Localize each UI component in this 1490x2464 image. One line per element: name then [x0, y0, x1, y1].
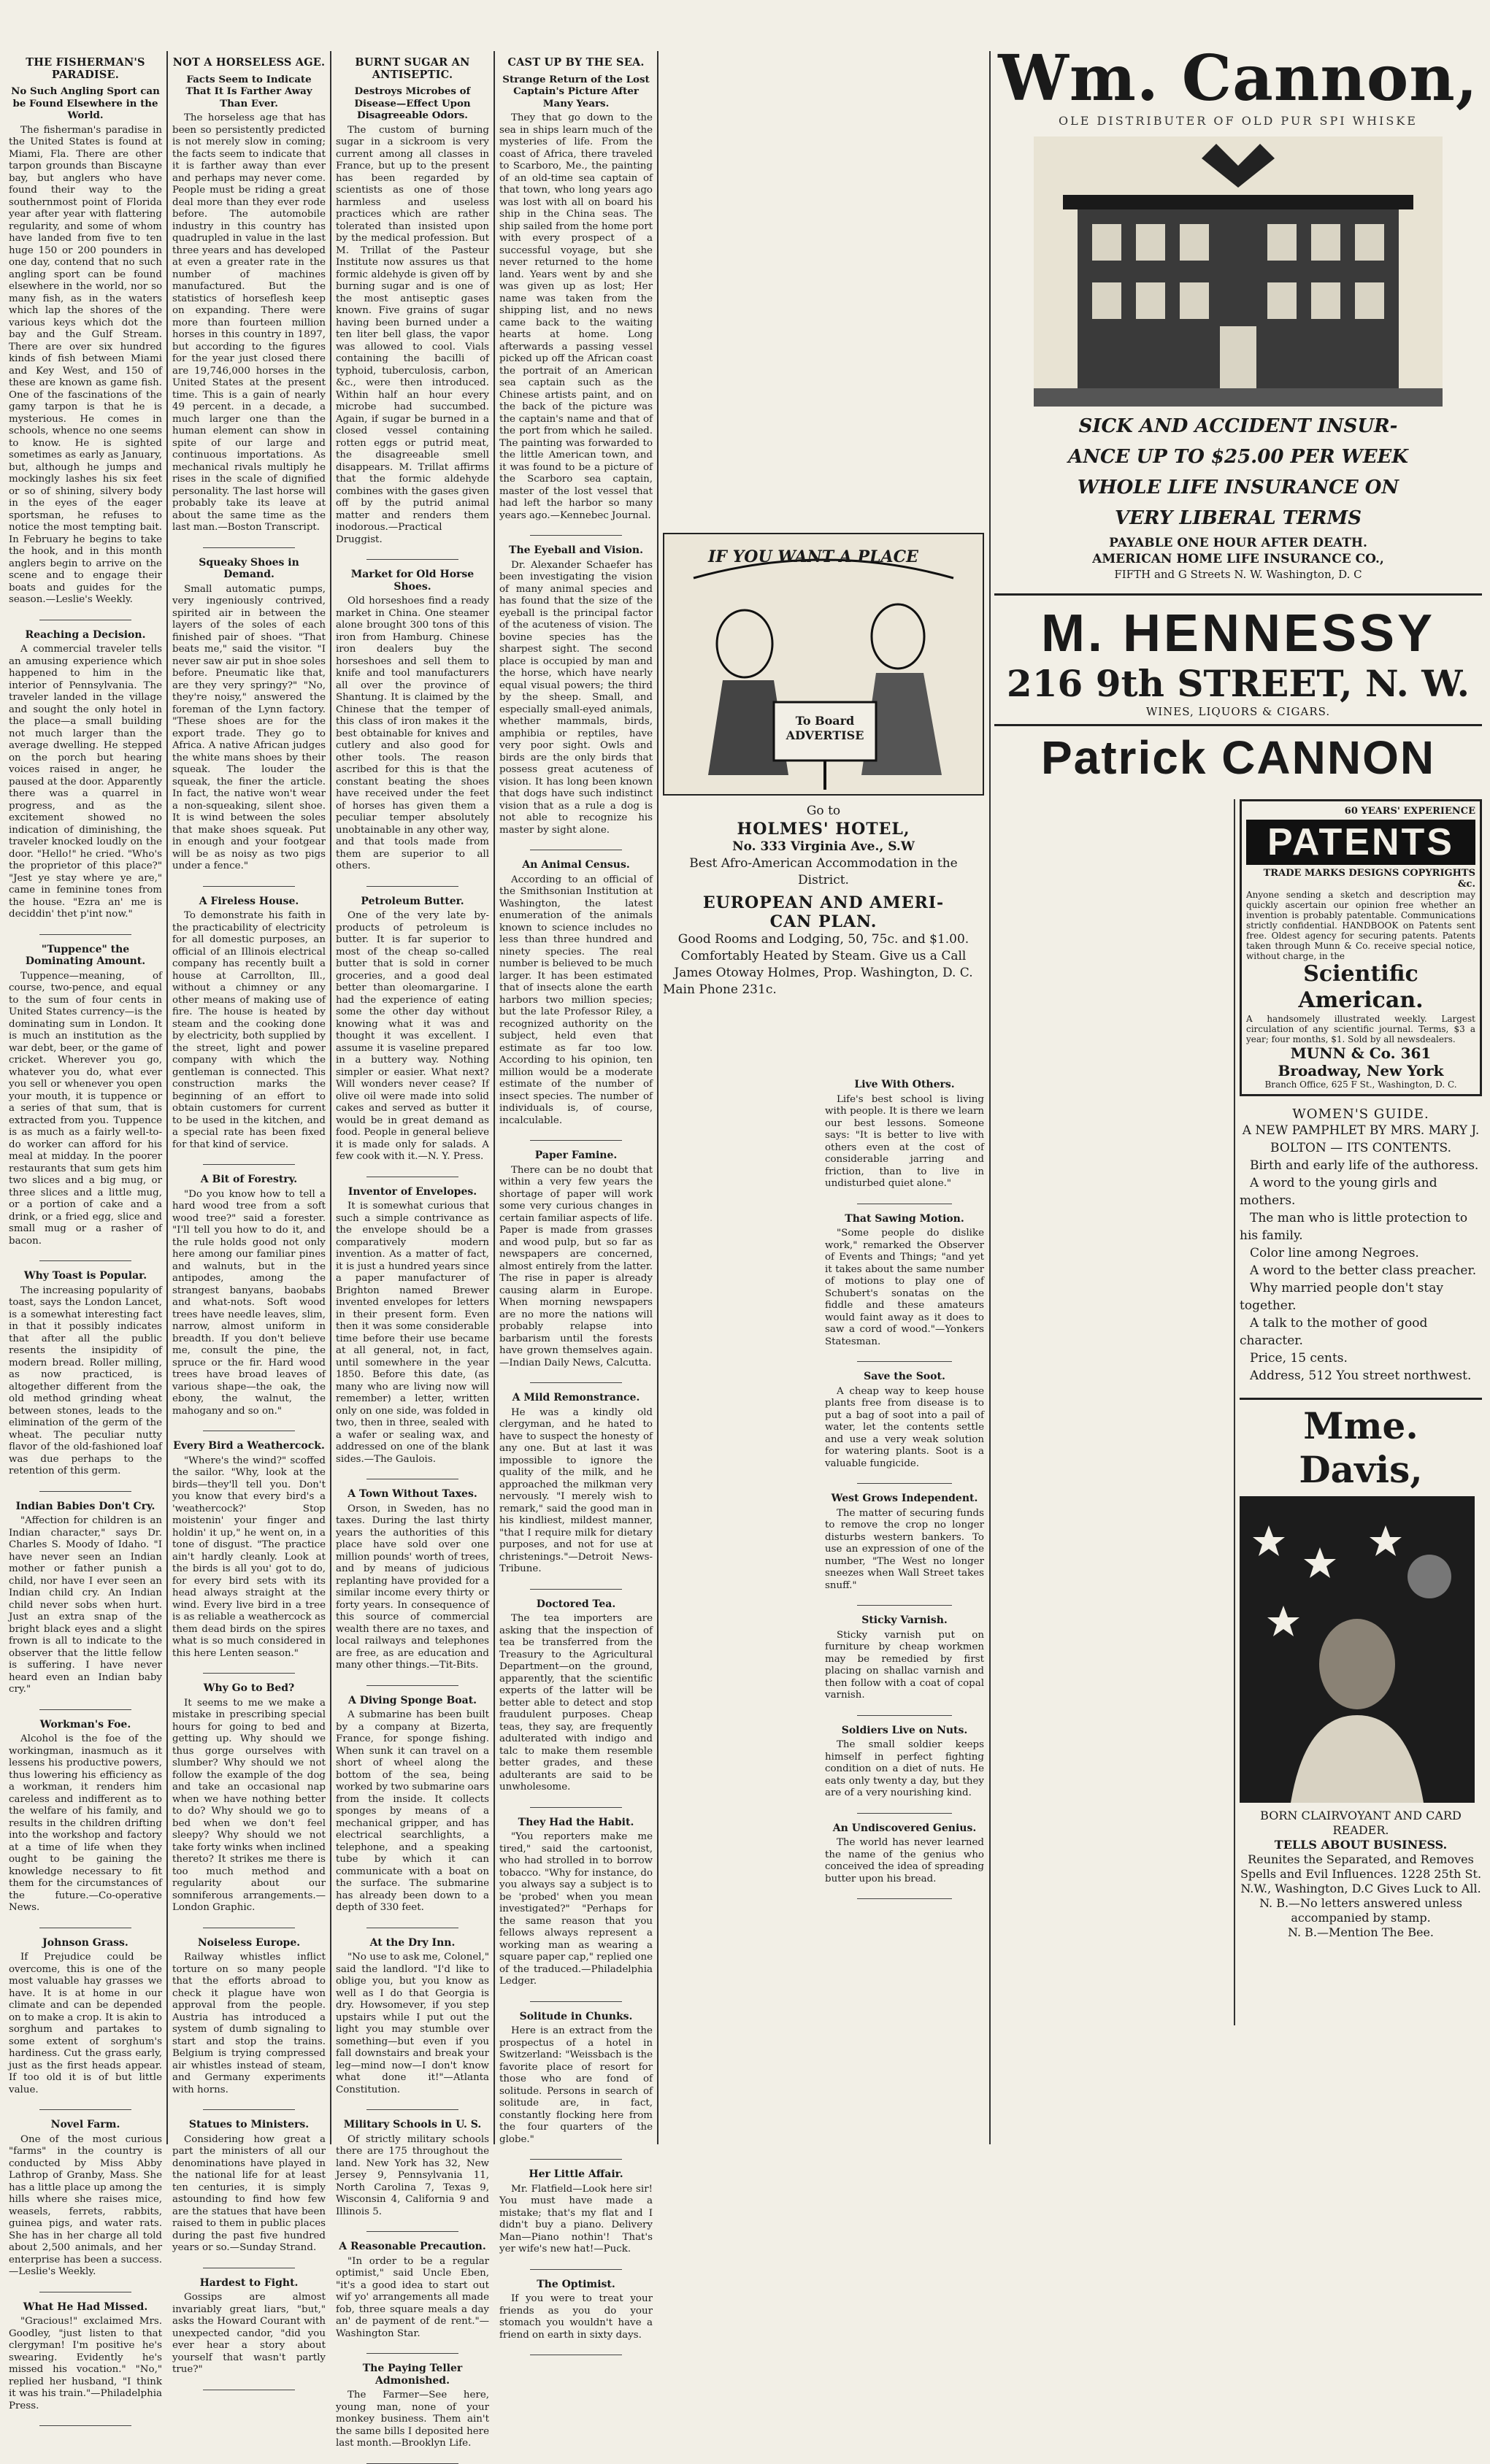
hennessy-name: M. HENNESSY — [1040, 604, 1436, 663]
article — [336, 1695, 489, 1914]
column-rule — [1234, 799, 1235, 2025]
column-rule — [494, 51, 495, 2144]
insurance-line-4: VERY LIBERAL TERMS — [1114, 507, 1362, 529]
column-5 — [825, 1079, 984, 2144]
hotel-plan-2: CAN PLAN. — [769, 912, 878, 931]
womens-guide-item: Price, 15 cents. — [1250, 1351, 1348, 1366]
article — [825, 1725, 984, 1800]
insurance-payable: PAYABLE ONE HOUR AFTER DEATH. — [1109, 536, 1367, 550]
hotel-address: No. 333 Virginia Ave., S.W — [732, 839, 915, 854]
hotel-plan-1: EUROPEAN AND AMERI- — [702, 893, 945, 912]
article-separator — [39, 1260, 131, 1261]
article-separator — [530, 1140, 622, 1141]
article — [172, 1937, 326, 2097]
article-body: It is somewhat curious that such a simple contrivance as the envelope should be a comparatively modern invention. As a matter of fact, it is just a hundred years since a paper manufacturer of Brighton named Brewer invented envelopes for letters in their present form. Even then it was some considerable time before their use became at all general, not, in fact, until somewhere in the year 1850. Before this date, (as many who are living now will remember) a letter, written only on one side, was folded in two, then in three, sealed with a wafer or sealing wax, and addressed on one of the blank sides.—The Gaulois. — [336, 1201, 489, 1465]
article-separator — [857, 1361, 953, 1362]
article-separator — [857, 1813, 953, 1814]
divider — [994, 593, 1482, 596]
article — [499, 859, 653, 1127]
womens-guide-item: Color line among Negroes. — [1250, 1246, 1419, 1260]
article-separator — [366, 1685, 458, 1686]
article-body: "Do you know how to tell a hard wood tree from a soft wood tree?" said a forester. "I'll tell you how to do it, and the rule holds good not only here among our familiar pines and walnuts, but in the antipodes, among the strangest banyans, baobabs and what-nots. Soft wood trees have needle leaves, slim, narrow, almost uniform in breadth. If you don't believe me, consult the pine, the spruce or the fir. Hard wood trees have broad leaves of various shape—the oak, the ebony, the walnut, the mahogany and so on." — [172, 1188, 326, 1417]
column-rule — [989, 51, 991, 2144]
article-separator — [530, 1807, 622, 1808]
article-title: Market for Old Horse Shoes. — [350, 569, 475, 593]
advertise-illustration — [663, 533, 984, 796]
article — [172, 2119, 326, 2255]
article — [9, 629, 162, 921]
article — [9, 944, 162, 1248]
patents-branch: Branch Office, 625 F St., Washington, D. C. — [1264, 1079, 1457, 1090]
hennessy-address: 216 9th STREET, N. W. — [1006, 662, 1470, 705]
article-title: Petroleum Butter. — [361, 895, 464, 907]
column-rule — [166, 51, 168, 2144]
article-title: Solitude in Chunks. — [519, 2010, 633, 2022]
article-body: Here is an extract from the prospectus of a hotel in Switzerland: "Weissbach is the favorite place of resort for those who are fond of solitude. Persons in search of solitude are, in fact, constantly flocking here from the four quarters of the globe." — [499, 2025, 653, 2145]
hotel-phone: Main Phone 231c. — [663, 982, 777, 997]
article — [336, 896, 489, 1163]
article-title: Hardest to Fight. — [199, 2276, 299, 2289]
article — [825, 1493, 984, 1592]
article — [172, 1174, 326, 1417]
right-ads — [1240, 799, 1482, 1940]
article-body: Sticky varnish put on furniture by cheap workmen may be remedied by first placing on shallac varnish and then follow with a coat of copal varnish. — [825, 1629, 984, 1701]
article — [499, 1150, 653, 1369]
article-title: Her Little Affair. — [529, 2168, 623, 2180]
mme-davis-name: Mme. Davis, — [1240, 1398, 1482, 1492]
wm-cannon-sub: OLE DISTRIBUTER OF OLD PUR SPI WHISKE — [1059, 114, 1418, 128]
article-title: The Eyeball and Vision. — [509, 544, 643, 556]
hotel-name: HOLMES' HOTEL, — [737, 820, 910, 839]
article — [9, 57, 162, 607]
article-title: Paper Famine. — [534, 1150, 618, 1161]
womens-guide-item: A talk to the mother of good character. — [1240, 1316, 1428, 1348]
article-separator — [366, 886, 458, 887]
article-body: It seems to me we make a mistake in prescribing special hours for going to bed and getting up. Why should we thus gorge ourselves with slumber? Why should we not follow the example of the dog and take an occasional nap when we have nothing better to do? Why should we go to bed when we don't feel sleepy? Why should we not take forty winks when inclined thereto? It strikes me there is too much method and regularity about our somniferous arrangements.—London Graphic. — [172, 1697, 326, 1913]
article-title: CAST UP BY THE SEA. — [507, 56, 645, 69]
article-body: A cheap way to keep house plants free from disease is to put a bag of soot into a pail of water, let the contents settle and use a very weak solution for watering plants. Soot is a valuable fungicide. — [825, 1385, 984, 1469]
article-subtitle: Strange Return of the Lost Captain's Picture After Many Years. — [502, 73, 650, 109]
article — [172, 1682, 326, 1914]
article-body: Old horseshoes find a ready market in China. One steamer alone brought 300 tons of this iron from Hamburg. Chinese iron dealers buy the horseshoes and sell them to knife and tool manufacturers all over the province of Shantung. It is claimed by the Chinese that the temper of this class of iron makes it the best obtainable for knives and cutlery and also good for other tools. The reason ascribed for this is that the constant beating the shoes have received under the feet of horses has given them a peculiar temper absolutely unobtainable in any other way, and that tools made from them are superior to all others. — [336, 596, 489, 871]
article-separator — [857, 1898, 953, 1899]
article-body: A submarine has been built by a company at Bizerta, France, for sponge fishing. When sunk it can travel on a short of wheel along the bottom of the sea, being worked by two submarine oars from the inside. It collects sponges by means of a mechanical gripper, and has electrical searchlights, a telephone, and a speaking tube by which it can communicate with a boat on the surface. The submarine has already been down to a depth of 330 feet. — [336, 1709, 489, 1913]
womens-guide-item: A word to the better class preacher. — [1250, 1263, 1477, 1278]
article-title: Reaching a Decision. — [25, 628, 146, 641]
article-title: A Reasonable Precaution. — [339, 2241, 486, 2252]
article — [499, 57, 653, 522]
place-text: IF YOU WANT A PLACE — [708, 547, 918, 566]
womens-guide-item: A word to the young girls and mothers. — [1240, 1176, 1437, 1208]
article-subtitle: Destroys Microbes of Disease—Effect Upon Disagreeable Odors. — [354, 85, 471, 121]
article-body: "You reporters make me tired," said the cartoonist, who had strolled in to borrow tobacco. "Why for instance, do you always say a subject is to be 'probed' when you mean investigated?" "Perhaps for the same reason that you fellows always represent a working man as wearing a square paper cap," replied one of the traduced.—Philadelphia Ledger. — [499, 1831, 653, 1987]
article — [9, 1270, 162, 1478]
article-body: Of strictly military schools there are 175 throughout the land. New York has 32, New Jersey 9, Pennsylvania 11, North Carolina 7, Texas 9, Wisconsin 4, California 9 and Illinois 5. — [336, 2133, 489, 2217]
article — [499, 1598, 653, 1794]
article-title: The Optimist. — [537, 2278, 615, 2290]
article-title: Indian Babies Don't Cry. — [15, 1500, 155, 1512]
article-body: If Prejudice could be overcome, this is one of the most valuable hay grasses we have. It is at home in our climate and can be depended on to make a crop. It is akin to sorghum and partakes to some extent of sorghum's hardiness. Cut the grass early, just as the first heads appear. If too old it is of but little value. — [9, 1952, 162, 2095]
patents-munn: MUNN & Co. 361 Broadway, New York — [1278, 1044, 1444, 1079]
article — [336, 1937, 489, 2097]
mme-line-3: Reunites the Separated, and Removes Spells and Evil Influences. 1228 25th St. N.W., Washington, D.C Gives Luck to All. — [1240, 1852, 1482, 1895]
womens-guide-item: Address, 512 You street northwest. — [1250, 1368, 1472, 1383]
article-title: A Mild Remonstrance. — [512, 1392, 640, 1404]
article — [825, 1822, 984, 1886]
article-separator — [530, 535, 622, 536]
womens-guide-list — [1240, 1157, 1482, 1385]
article — [499, 1817, 653, 1988]
article — [499, 2011, 653, 2147]
article-body: They that go down to the sea in ships learn much of the mysteries of life. From the coast of Africa, there traveled to Scarboro, Me., the painting of an old-time sea captain of that town, who long years ago was lost with all on board his ship in the China seas. The ship sailed from the home port with every prospect of a successful voyage, but she never returned to the home land. Years went by and she was given up as lost; Her name was taken from the shipping list, and no news came back to the waiting hearts at home. Long afterwards a passing vessel picked up off the African coast the portrait of an American sea captain such as the Chinese artists paint, and on the back of the picture was the captain's name and that of the port from which he sailed. The painting was forwarded to the little American town, and it was found to be a picture of the Scarboro sea captain, master of the lost vessel that had left the harbor so many years ago.—Kennebec Journal. — [499, 112, 653, 521]
lower-ads — [994, 799, 1482, 2025]
article — [9, 2119, 162, 2279]
article — [336, 1488, 489, 1672]
mme-line-5: N. B.—Mention The Bee. — [1287, 1925, 1435, 1939]
article — [172, 2277, 326, 2376]
article-separator — [39, 2109, 131, 2110]
mme-line-1: BORN CLAIRVOYANT AND CARD READER. — [1260, 1809, 1462, 1837]
article-title: They Had the Habit. — [518, 1816, 634, 1828]
article-title: THE FISHERMAN'S PARADISE. — [26, 56, 145, 81]
article-body: A commercial traveler tells an amusing experience which happened to him in the interior of Pennsylvania. The traveler landed in the village and sought the only hotel in the place—a small building not much larger than the average dwelling. He stepped on the porch but hearing voices raised in anger, he paused at the door. Apparently there was a quarrel in progress, and as the excitement showed no indication of diminishing, the traveler knocked loudly on the door. "Hello!" he cried. "Who's the proprietor of this place?" "Jest ye stay where ye are," came in feminine tones from the house. "Ezra an' me is deciddin' thet p'int now." — [9, 644, 162, 920]
article — [9, 1719, 162, 1914]
article-title: Soldiers Live on Nuts. — [841, 1724, 968, 1736]
article-body: "Some people do dislike work," remarked the Observer of Events and Things; "and yet it takes about the same number of motions to play one of Schubert's sonatas on the fiddle and these amateurs would faint away as it does to saw a cord of wood."—Yonkers Statesman. — [825, 1228, 984, 1347]
portrait-icon — [1240, 1496, 1475, 1803]
article-title: NOT A HORSELESS AGE. — [172, 56, 326, 69]
article — [336, 1186, 489, 1466]
article-separator — [39, 934, 131, 935]
column-4 — [499, 56, 653, 2341]
article-body: "In order to be a regular optimist," said Uncle Eben, "it's a good idea to start out wif yo' arrangements all made fob, three square meals a day an' de payment of de rent."—Washington Star. — [336, 2255, 489, 2339]
article-body: Orson, in Sweden, has no taxes. During the last thirty years the authorities of this place have sold over one million pounds' worth of trees, and by means of judicious replanting have provided for a similar income every thirty or forty years. In consequence of this source of commercial wealth there are no taxes, and local railways and telephones are free, as are education and many other things.—Tit-Bits. — [336, 1503, 489, 1671]
article-title: Save the Soot. — [864, 1371, 945, 1382]
article-body: "Affection for children is an Indian character," says Dr. Charles S. Moody of Idaho. "I have never seen an Indian mother or father punish a child, nor have I ever seen an Indian child cry. An Indian child never sobs when hurt. Just an extra snap of the bright black eyes and a slight frown is all to indicate to the observer that the little fellow is suffering. I have never heard even an Indian baby cry." — [9, 1515, 162, 1695]
article-separator — [203, 1673, 295, 1674]
article-separator — [39, 1491, 131, 1492]
column-3 — [336, 56, 489, 2449]
womens-guide-item: Birth and early life of the authoress. — [1250, 1158, 1479, 1173]
article-title: Johnson Grass. — [42, 1936, 128, 1949]
article-body: Mr. Flatfield—Look here sir! You must have made a mistake; that's my flat and I didn't buy a piano. Delivery Man—Piano nothin'! That's yer wife's new hat!—Puck. — [499, 2183, 653, 2255]
womens-guide-title: WOMEN'S GUIDE. — [1292, 1106, 1429, 1122]
hotel-ad — [663, 803, 984, 998]
article-separator — [857, 1483, 953, 1484]
womens-guide-item: Why married people don't stay together. — [1240, 1281, 1443, 1313]
article-separator — [366, 2231, 458, 2232]
article-title: What He Had Missed. — [23, 2301, 148, 2313]
article-body: To demonstrate his faith in the practicability of electricity for all domestic purposes, an official of an Illinois electrical company has recently built a house at Carrollton, Ill., without a chimney or any other means of making use of fire. The house is heated by steam and the cooking done by electricity, both supplied by the street, light and power company with which the gentleman is connected. This construction marks the beginning of an effort to obtain customers for current to be used in the kitchen, and a special rate has been fixed for that kind of service. — [172, 910, 326, 1150]
womens-guide-sub: A NEW PAMPHLET BY MRS. MARY J. BOLTON — ITS CONTENTS. — [1242, 1123, 1480, 1155]
building-icon — [1034, 136, 1443, 407]
article-separator — [39, 1709, 131, 1710]
insurance-line-2: ANCE UP TO $25.00 PER WEEK — [1068, 446, 1408, 468]
divider — [994, 724, 1482, 726]
article-title: A Fireless House. — [199, 895, 299, 907]
article-title: That Sawing Motion. — [845, 1212, 964, 1225]
article-separator — [366, 559, 458, 560]
mme-line-4: N. B.—No letters answered unless accompanied by stamp. — [1259, 1896, 1462, 1925]
article-body: Considering how great a part the ministers of all our denominations have played in the national life for at least ten centuries, it is simply astounding to find how few are the statues that have been raised to them in public places during the past five hundred years or so.—Sunday Strand. — [172, 2133, 326, 2253]
article-body: Small automatic pumps, very ingeniously contrived, spirited air in between the layers of the soles of each finished pair of shoes. "That beats me," said the visitor. "I never saw air put in shoe soles before. Pneumatic like that, are they very springy?" "No, they're noisy," answered the foreman of the Lynn factory. "These shoes are for the export trade. They go to Africa. A native African judges the white mans shoes by their squeak. The louder the squeak, the finer the article. In fact, the native won't wear a non-squeaking, silent shoe. It is wind between the soles that make shoes squeak. Put in enough and your footgear will be as noisy as two pigs under a fence." — [172, 583, 326, 871]
article-title: An Undiscovered Genius. — [832, 1822, 977, 1834]
article — [9, 1937, 162, 2097]
article-separator — [366, 2109, 458, 2110]
article-body: The Farmer—See here, young man, none of your monkey business. Them ain't the same bills I deposited here last month.—Brooklyn Life. — [336, 2390, 489, 2449]
article — [172, 57, 326, 534]
advertisements-column — [994, 44, 1482, 2146]
article-body: Dr. Alexander Schaefer has been investigating the vision of many animal species and has found that the size of the eyeball is the principal factor of the acuteness of vision. The bovine species has the sharpest sight. The second place is occupied by man and the horse, which have nearly equal visual powers; the third by the sheep. Small, and especially small-eyed animals, whether mammals, birds, amphibia or reptiles, have very poor sight. Owls and birds are the only birds that possess great acuteness of vision. It has long been known that dogs have such indistinct vision that as a rule a dog is not able to recognize his master by sight alone. — [499, 559, 653, 836]
middle-ads — [663, 44, 984, 1073]
board-text: To Board ADVERTISE — [786, 714, 864, 742]
article — [336, 2241, 489, 2340]
article-body: The custom of burning sugar in a sickroom is very current among all classes in France, but up to the present has been regarded by scientists as one of those harmless and useless practices which are rather tolerated than insisted upon by the medical profession. But M. Trillat of the Pasteur Institute now assures us that formic aldehyde is given off by burning sugar and is one of the most antiseptic gases known. Five grains of sugar having been burned under a ten liter bell glass, the vapor was allowed to cool. Vials containing the bacilli of typhoid, tuberculosis, carbon, &c., were then introduced. Within half an hour every microbe had succumbed. Again, if sugar be burned in a closed vessel containing rotten eggs or putrid meat, the disagreeable smell disappears. M. Trillat affirms that the formic aldehyde combines with the gases given off by the putrid animal matter and renders them inodorous.—Practical Druggist. — [336, 124, 489, 545]
article-title: At the Dry Inn. — [369, 1936, 456, 1949]
article-title: A Town Without Taxes. — [347, 1488, 477, 1500]
insurance-line-3: WHOLE LIFE INSURANCE ON — [1077, 477, 1399, 498]
article-title: Sticky Varnish. — [861, 1614, 948, 1626]
article-body: Life's best school is living with people. It is there we learn our best lessons. Someone says: "It is better to live with others even at the cost of considerable jarring and friction, than to live in undisturbed quiet alone." — [825, 1093, 984, 1189]
column-1 — [9, 56, 162, 2411]
column-2 — [172, 56, 326, 2375]
hotel-goto: Go to — [806, 804, 841, 818]
article-separator — [857, 1715, 953, 1716]
article-separator — [857, 1605, 953, 1606]
mme-line-2: TELLS ABOUT BUSINESS. — [1274, 1838, 1448, 1852]
hennessy-sub: WINES, LIQUORS & CIGARS. — [1145, 705, 1331, 718]
article-title: Why Go to Bed? — [203, 1682, 295, 1694]
article-title: Noiseless Europe. — [197, 1936, 301, 1949]
insurance-address: FIFTH and G Streets N. W. Washington, D. C — [1114, 568, 1362, 581]
article-body: Railway whistles inflict torture on so many people that the efforts abroad to check it plague have won approval from the people. Austria has introduced a system of dumb signaling to start and stop the trains. Belgium is trying compressed air whistles instead of steam, and Germany experiments with horns. — [172, 1952, 326, 2095]
hotel-proprietor: James Otoway Holmes, Prop. Washington, D. C. — [674, 966, 973, 980]
article-separator — [366, 2353, 458, 2354]
article-title: "Tuppence" the Dominating Amount. — [25, 943, 146, 967]
wm-cannon-name: Wm. Cannon, — [998, 42, 1478, 115]
article — [336, 2119, 489, 2218]
article-separator — [203, 2109, 295, 2110]
article-body: The increasing popularity of toast, says the London Lancet, is a somewhat interesting fact in that it possibly indicates that after all the public resents the insipidity of modern bread. Roller milling, as now practiced, is altogether different from the old method grinding wheat between stones, leads to the elimination of the germ of the wheat. The peculiar nutty flavor of the old-fashioned loaf was due perhaps to the retention of this germ. — [9, 1285, 162, 1477]
article-subtitle: Facts Seem to Indicate That It Is Farther Away Than Ever. — [185, 73, 312, 109]
article-separator — [530, 2269, 622, 2270]
article-title: A Diving Sponge Boat. — [347, 1694, 477, 1706]
article — [336, 569, 489, 873]
article — [825, 1371, 984, 1470]
patents-ad — [1240, 799, 1482, 1096]
insurance-line-1: SICK AND ACCIDENT INSUR- — [1078, 415, 1398, 437]
article-title: Why Toast is Popular. — [23, 1270, 147, 1282]
article-body: If you were to treat your friends as you do your stomach you wouldn't have a friend on earth in sixty days. — [499, 2293, 653, 2341]
article-title: Squeaky Shoes in Demand. — [199, 556, 299, 580]
article-body: The horseless age that has been so persistently predicted is not merely slow in coming; the facts seem to indicate that it is farther away than ever and perhaps may never come. People must be riding a great deal more than they ever rode before. The automobile industry in this country has quadrupled in value in the last three years and has developed at even a greater rate in the number of machines manufactured. But the statistics of horseflesh keep on expanding. There were more than fourteen million horses in this country in 1897, but according to the figures for the year just closed there are 19,746,000 horses in the United States at the present time. This is a gain of nearly 49 percent. in a decade, a much larger one than the human element can show in spite of our large and continuous importations. As mechanical rivals multiply he rises in the scale of dignified personality. The last horse will probably take its leave at about the same time as the last man.—Boston Transcript. — [172, 112, 326, 533]
article-body: "No use to ask me, Colonel," said the landlord. "I'd like to oblige you, but you know as well as I do that Georgia is dry. Howsomever, if you step upstairs while I put out the light you may stumble over something—but even if you fall downstairs and break your leg—mind now—I don't know what done it!"—Atlanta Constitution. — [336, 1952, 489, 2095]
article-body: According to an official of the Smithsonian Institution at Washington, the latest enumeration of the animals known to science includes no less than three hundred and ninety species. The real number is believed to be much larger. It has been estimated that of insects alone the earth harbors two million species; but the late Professor Riley, a recognized authority on the subject, held even that estimate as far too low. According to his opinion, ten million would be a moderate estimate of the number of insect species. The number of individuals is, of course, incalculable. — [499, 874, 653, 1126]
patents-trademarks: TRADE MARKS DESIGNS COPYRIGHTS &c. — [1263, 868, 1475, 890]
article-body: One of the very late by-products of petroleum is butter. It is far superior to most of the cheap so-called butter that is sold in corner groceries, and a good deal better than oleomargarine. I had the experience of eating some the other day without knowing what it was and thought it was excellent. I assume it is vaseline prepared in a buttery way. Nothing simpler or easier. What next? Will wonders never cease? If olive oil were made into solid cakes and served as butter it would be in great demand as food. People in general believe it is made only for salads. A few cook with it.—N. Y. Press. — [336, 910, 489, 1162]
article-body: "Gracious!" exclaimed Mrs. Goodley, "just listen to that clergyman! I'm positive he's swearing. Evidently he's missed his vocation." "No," replied her husband, "I think it was his train."—Philadelphia Press. — [9, 2316, 162, 2411]
building-illustration — [1034, 136, 1443, 407]
article-title: The Paying Teller Admonished. — [362, 2363, 463, 2387]
article — [499, 544, 653, 836]
article-body: The small soldier keeps himself in perfect fighting condition on a diet of nuts. He eats only twenty a day, but they are of a very nourishing kind. — [825, 1739, 984, 1798]
article-body: There can be no doubt that within a very few years the shortage of paper will work some very curious changes in certain familiar aspects of life. Paper is made from grasses and wood pulp, but so far as newspapers are concerned, almost entirely from the latter. The rise in paper is already causing alarm in Europe. When morning newspapers are no more the nations will probably relapse into barbarism until the forests have grown themselves again.—Indian Daily News, Calcutta. — [499, 1164, 653, 1368]
column-rule — [657, 51, 658, 2144]
column-rule — [330, 51, 331, 2144]
article — [172, 557, 326, 873]
patents-scientific-american: Scientific American. — [1298, 961, 1424, 1013]
article-body: Tuppence—meaning, of course, two-pence, and equal to the sum of four cents in United States currency—is the dominating sum in London. It is much an institution as the war debt, beer, or the game of cricket. Wherever you go, whatever you do, what ever you sell or whenever you open your mouth, it is tuppence or a series of that sum, that is extracted from you. Tuppence is as much as a fairly well-to-do worker can afford for his meal at midday. In the poorer restaurants that sum gets him two slices and a big mug, or three slices and a little mug, or a portion of cake and a drink, or a fried egg, slice and small mug or a rasher of bacon. — [9, 970, 162, 1247]
article-body: One of the most curious "farms" in the country is conducted by Miss Abby Lathrop of Granby, Mass. She has a little place up among the hills where she raises mice, weasels, ferrets, rabbits, guinea pigs, and water rats. She has in her charge all told about 2,500 animals, and her enterprise has been a success.—Leslie's Weekly. — [9, 2133, 162, 2277]
article-separator — [203, 547, 295, 548]
article-title: BURNT SUGAR AN ANTISEPTIC. — [355, 56, 470, 81]
article-separator — [203, 1164, 295, 1165]
article — [825, 1079, 984, 1190]
article-body: "Where's the wind?" scoffed the sailor. "Why, look at the birds—they'll tell you. Don't you know that every bird's a 'weathercock?' Stop moistenin' your finger and holdin' it up," he went on, in a tone of disgust. "The practice ain't hardly cleanly. Look at the birds is all you' got to do, for every bird sets with its head always straight at the wind. Every live bird in a tree is as reliable a weathercock as them dead birds on the spires what is so much considered in this here Lenten season." — [172, 1455, 326, 1659]
article — [499, 1392, 653, 1576]
article-title: Statues to Ministers. — [188, 2119, 310, 2130]
article — [825, 1614, 984, 1702]
article-title: A Bit of Forestry. — [200, 1174, 298, 1185]
mme-davis-portrait — [1240, 1496, 1475, 1803]
article-title: Doctored Tea. — [536, 1598, 616, 1610]
article-separator — [530, 2159, 622, 2160]
patents-experience: 60 YEARS' EXPERIENCE — [1344, 806, 1475, 817]
patents-word: PATENTS — [1246, 820, 1475, 865]
patents-sci-body: A handsomely illustrated weekly. Largest circulation of any scientific journal. Terms, $3 a year; four months, $1. Sold by all newsdealers. — [1246, 1014, 1475, 1044]
article-body: Alcohol is the foe of the workingman, inasmuch as it lessens his productive powers, thus lowering his efficiency as a workman, it renders him careless and indifferent as to the welfare of his family, and results in the children drifting into the workshop and factory at a time of life when they ought to be gaining the knowledge necessary to fit them for the circumstances of the future.—Co-operative News. — [9, 1733, 162, 1913]
article-separator — [203, 886, 295, 887]
article-body: He was a kindly old clergyman, and he hated to have to suspect the honesty of any one. But at last it was impossible to ignore the quality of the milk, and he approached the milkman very nervously. "I merely wish to remark," said the good man in his kindliest, mildest manner, "that I require milk for dietary purposes, and not for use at christenings."—Detroit News-Tribune. — [499, 1406, 653, 1574]
article-separator — [39, 2425, 131, 2426]
article — [499, 2168, 653, 2256]
article-title: West Grows Independent. — [831, 1493, 978, 1504]
article — [336, 2363, 489, 2450]
article — [9, 1501, 162, 1696]
patrick-cannon-name: Patrick CANNON — [1040, 731, 1436, 784]
board-sign-icon — [664, 534, 983, 794]
article — [9, 2301, 162, 2413]
article — [172, 1440, 326, 1660]
article-body: The world has never learned the name of the genius who conceived the idea of spreading butter upon his bread. — [825, 1837, 984, 1884]
article-title: Workman's Foe. — [39, 1718, 131, 1730]
article-separator — [530, 1589, 622, 1590]
article-body: The matter of securing funds to remove the crop no longer disturbs western bankers. To use an expression of one of the number, "The West no longer sneezes when Wall Street takes snuff." — [825, 1507, 984, 1591]
article-separator — [530, 1382, 622, 1383]
article-title: Military Schools in U. S. — [343, 2119, 482, 2130]
article-body: The tea importers are asking that the inspection of tea be transferred from the Treasury to the Agricultural Department—on the ground, apparently, that the scientific experts of the latter will be better able to detect and stop fraudulent purposes. Cheap teas, they say, are frequently adulterated with indigo and talc to make them resemble better grades, and these adulterants are said to be unwholesome. — [499, 1613, 653, 1793]
article-separator — [530, 2001, 622, 2002]
article-title: An Animal Census. — [522, 859, 630, 871]
article-title: Live With Others. — [854, 1079, 955, 1090]
patents-body: Anyone sending a sketch and description may quickly ascertain our opinion free whether an invention is probably patentable. Communications strictly confidential. HANDBOOK on Patents sent free. Oldest agency for securing patents. Patents taken through Munn & Co. receive special notice, without charge, in the — [1246, 890, 1475, 961]
article — [499, 2279, 653, 2342]
article-title: Inventor of Envelopes. — [347, 1185, 477, 1198]
article — [825, 1213, 984, 1349]
article-separator — [366, 2463, 458, 2464]
article-title: Novel Farm. — [50, 2119, 120, 2130]
article — [172, 896, 326, 1152]
article — [336, 57, 489, 546]
article-body: Gossips are almost invariably great liars, "but," asks the Howard Courant with unexpected candor, "did you ever hear a story about yourself that wasn't partly true?" — [172, 2292, 326, 2375]
hotel-rooms: Good Rooms and Lodging, 50, 75c. and $1.00. Comfortably Heated by Steam. Give us a Call — [677, 932, 969, 963]
insurance-company: AMERICAN HOME LIFE INSURANCE CO., — [1092, 552, 1384, 566]
article-title: Every Bird a Weathercock. — [173, 1440, 325, 1452]
article-subtitle: No Such Angling Sport can be Found Elsewhere in the World. — [11, 85, 160, 121]
womens-guide-item: The man who is little protection to his family. — [1240, 1211, 1468, 1243]
hotel-best: Best Afro-American Accommodation in the District. — [689, 856, 958, 888]
article-body: The fisherman's paradise in the United States is found at Miami, Fla. There are other tarpon grounds than Biscayne bay, but anglers who have found their way to the southernmost point of Florida year after year with flattering regularity, and some of whom have landed from five to ten huge 150 or 200 pounders in one day, contend that no such angling sport can be found elsewhere in the world, nor so many fish, as in the waters which lap the shores of the various keys which dot the bay and the Gulf Stream. There are over six hundred kinds of fish between Miami and Key West, and 150 of these are known as game fish. One of the fascinations of the gamy tarpon is that he is mysterious. He comes in schools, whence no one seems to know. He is sighted sometimes as early as January, but, although he jumps and mockingly lashes his six feet or so of shining, silvery body in the eyes of the eager sportsman, he refuses to notice the most tempting bait. In February he begins to take the hook, and in this month anglers begin to arrive on the scene and to engage their boats and guides for the season.—Leslie's Weekly. — [9, 124, 162, 605]
